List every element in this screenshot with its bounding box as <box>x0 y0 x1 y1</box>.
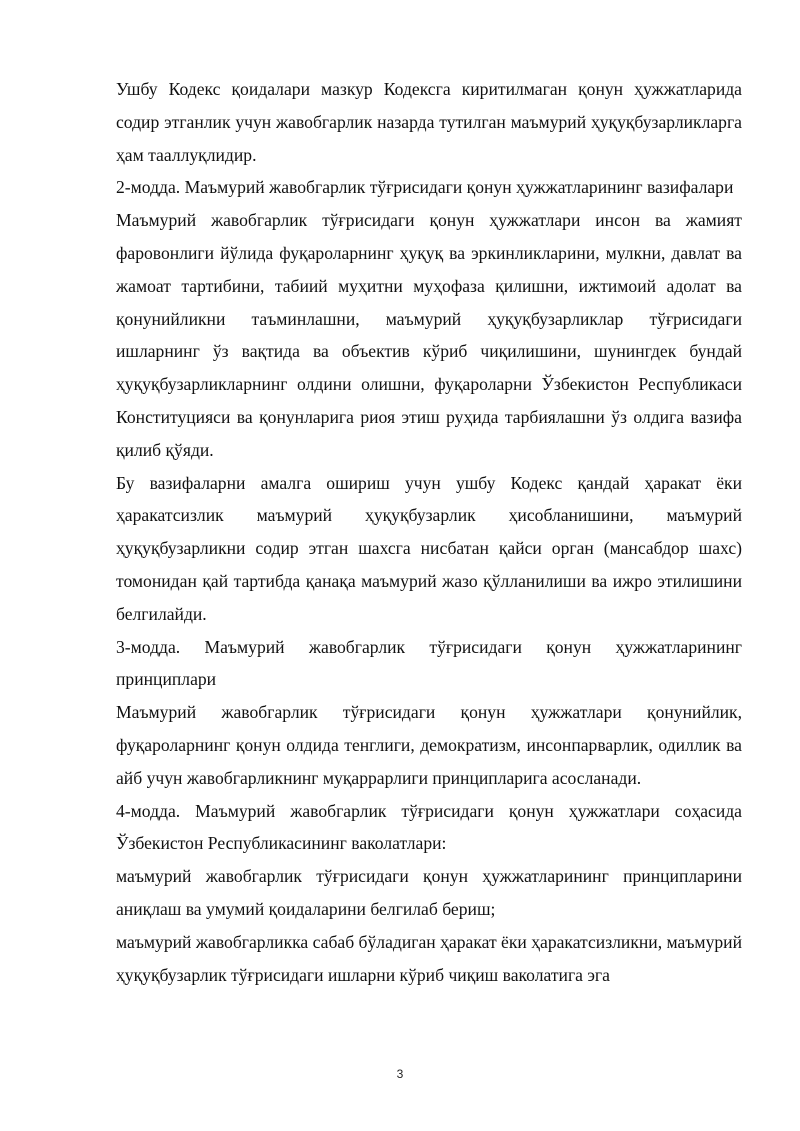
paragraph-scope-clause: Ушбу Кодекс қоидалари мазкур Кодексга киритилмаган қонун ҳужжатларида содир этганлик учун жавобгарлик назарда тутилган маъмурий ҳуқуқбузарликларга ҳам тааллуқлидир. <box>116 79 742 165</box>
paragraph-article-4-item-1: маъмурий жавобгарлик тўғрисидаги қонун ҳужжатларининг принципларини аниқлаш ва умумий қоидаларини белгилаб бериш; <box>116 866 742 919</box>
article-2-heading: 2-модда. Маъмурий жавобгарлик тўғрисидаги қонун ҳужжатларининг вазифалари <box>116 177 734 198</box>
document-body <box>116 73 742 991</box>
article-3-heading: 3-модда. Маъмурий жавобгарлик тўғрисидаги қонун ҳужжатларининг принциплари <box>116 636 742 690</box>
paragraph-article-2-implementation: Бу вазифаларни амалга ошириш учун ушбу Кодекс қандай ҳаракат ёки ҳаракатсизлик маъмурий ҳуқуқбузарлик ҳисобланишини, маъмурий ҳуқуқбузарликни содир этган шахсга нисбатан қайси орган (мансабдор шахс) томонидан қай тартибда қанақа маъмурий жазо қўлланилиши ва ижро этилишини белгилайди. <box>116 472 742 624</box>
paragraph-article-3-principles: Маъмурий жавобгарлик тўғрисидаги қонун ҳужжатлари қонунийлик, фуқароларнинг қонун олдида тенглиги, демократизм, инсонпарварлик, одиллик ва айб учун жавобгарликнинг муқаррарлиги принципларига асосланади. <box>116 702 742 788</box>
paragraph-article-2-tasks: Маъмурий жавобгарлик тўғрисидаги қонун ҳужжатлари инсон ва жамият фаровонлиги йўлида фуқароларнинг ҳуқуқ ва эркинликларини, мулкни, давлат ва жамоат тартибини, табиий муҳитни муҳофаза қилишни, ижтимоий адолат ва қонунийликни таъминлашни, маъмурий ҳуқуқбузарликлар тўғрисидаги ишларнинг ўз вақтида ва объектив кўриб чиқилишини, шунингдек бундай ҳуқуқбузарликларнинг олдини олишни, фуқароларни Ўзбекистон Республикаси Конституцияси ва қонунларига риоя этиш руҳида тарбиялашни ўз олдига вазифа қилиб қўяди. <box>116 210 742 460</box>
paragraph-article-4-item-2: маъмурий жавобгарликка сабаб бўладиган ҳаракат ёки ҳаракатсизликни, маъмурий ҳуқуқбузарлик тўғрисидаги ишларни кўриб чиқиш ваколатига эга <box>116 931 742 985</box>
page-number: 3 <box>396 1067 404 1081</box>
article-4-heading: 4-модда. Маъмурий жавобгарлик тўғрисидаги қонун ҳужжатлари соҳасида Ўзбекистон Республикасининг ваколатлари: <box>116 800 742 854</box>
